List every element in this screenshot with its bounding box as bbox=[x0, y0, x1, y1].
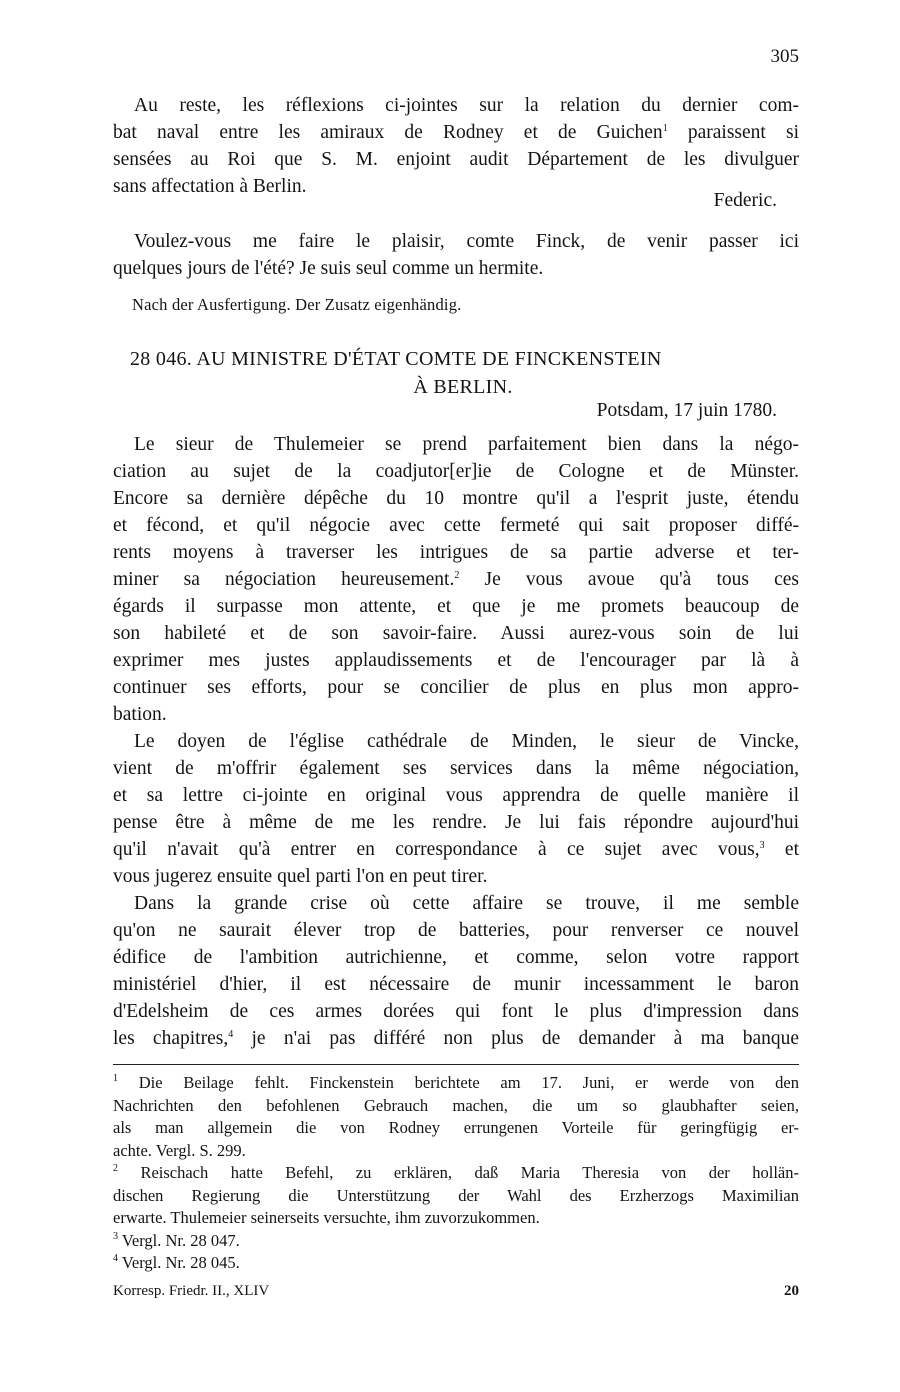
document-heading bbox=[113, 345, 799, 401]
footnote-line: Nachrichten den befohlenen Gebrauch machen, die um so glaubhafter seien, bbox=[113, 1095, 799, 1115]
text-line: et sa lettre ci-jointe en original vous apprendra de quelle manière il bbox=[113, 785, 799, 806]
text-line: Voulez-vous me faire le plaisir, comte Finck, de venir passer ici bbox=[134, 231, 799, 252]
text-line: les chapitres,$^4$ je n'ai pas différé non plus de demander à ma banque bbox=[113, 1028, 800, 1049]
footnote-ref[interactable]: 2 bbox=[454, 570, 460, 581]
footnote-marker: 2 bbox=[113, 1163, 118, 1174]
text-line: Le doyen de l'église cathédrale de Minden, le sieur de Vincke, bbox=[134, 731, 799, 752]
footnote-marker: 4 bbox=[113, 1253, 118, 1264]
text-line: qu'on ne saurait élever trop de batteries, pour renverser ce nouvel bbox=[113, 920, 799, 941]
text-line: ciation au sujet de la coadjutor[er]ie de Cologne et de Münster. bbox=[113, 461, 799, 482]
page-number: 305 bbox=[770, 46, 799, 67]
footnote-line: $^3$ Vergl. Nr. 28 047. bbox=[113, 1230, 240, 1250]
footnotes bbox=[113, 1072, 799, 1275]
text-line: Au reste, les réflexions ci-jointes sur la relation du dernier com- bbox=[134, 95, 799, 116]
footnote-ref[interactable]: 1 bbox=[662, 123, 668, 134]
text-line: d'Edelsheim de ces armes dorées qui font le plus d'impression dans bbox=[113, 1001, 799, 1022]
text-line: vient de m'offrir également ses services dans la même négociation, bbox=[113, 758, 799, 779]
text-line: ministériel d'hier, il est nécessaire de munir incessamment le baron bbox=[113, 974, 799, 995]
text-line: bat naval entre les amiraux de Rodney et de Guichen$^1$ paraissent si bbox=[113, 122, 799, 143]
text-line: qu'il n'avait qu'à entrer en correspondance à ce sujet avec vous,$^3$ et bbox=[113, 839, 799, 860]
text-line: égards il surpasse mon attente, et que je me promets beaucoup de bbox=[113, 596, 799, 617]
footnote-line: $^1$ Die Beilage fehlt. Finckenstein berichtete am 17. Juni, er werde von den bbox=[113, 1073, 799, 1092]
text-line: rents moyens à traverser les intrigues de sa partie adverse et ter- bbox=[113, 542, 799, 563]
heading-line: 28 046. AU MINISTRE D'ÉTAT COMTE DE FINCKENSTEIN bbox=[130, 348, 662, 370]
footnote-line: erwarte. Thulemeier seinerseits versuchte, ihm zuvorzukommen. bbox=[113, 1208, 540, 1227]
text-line: et fécond, et qu'il négocie avec cette fermeté qui sait proposer diffé- bbox=[113, 515, 799, 536]
footer-volume: Korresp. Friedr. II., XLIV bbox=[113, 1283, 270, 1299]
text-line: Le sieur de Thulemeier se prend parfaitement bien dans la négo- bbox=[134, 434, 799, 455]
footnote-line: $^4$ Vergl. Nr. 28 045. bbox=[113, 1253, 240, 1272]
text-line: pense être à même de me les rendre. Je lui fais répondre aujourd'hui bbox=[113, 812, 799, 833]
text-line: quelques jours de l'été? Je suis seul comme un hermite. bbox=[113, 258, 544, 279]
footnote-line: $^2$ Reischach hatte Befehl, zu erklären, daß Maria Theresia von der hollän- bbox=[113, 1163, 799, 1182]
signature: Federic. bbox=[713, 190, 777, 211]
text-line: vous jugerez ensuite quel parti l'on en peut tirer. bbox=[113, 866, 488, 887]
text-line: miner sa négociation heureusement.$^2$ Je vous avoue qu'à tous ces bbox=[113, 569, 800, 590]
footnote-line: achte. Vergl. S. 299. bbox=[113, 1140, 246, 1160]
footer-signature-mark: 20 bbox=[784, 1283, 799, 1299]
footnote-divider bbox=[113, 1064, 799, 1065]
document-number: 28 046. bbox=[130, 348, 193, 370]
footnote-marker: 1 bbox=[113, 1073, 118, 1084]
heading-line: À BERLIN. bbox=[413, 376, 513, 398]
text-line: bation. bbox=[113, 704, 167, 725]
opening-paragraph bbox=[113, 92, 799, 200]
text-line: édifice de l'ambition autrichienne, et comme, selon votre rapport bbox=[113, 947, 799, 968]
text-line: sensées au Roi que S. M. enjoint audit Département de les divulguer bbox=[113, 149, 799, 170]
postscript bbox=[113, 228, 799, 282]
text-line: continuer ses efforts, pour se concilier de plus en plus mon appro- bbox=[113, 677, 799, 698]
text-line: Dans la grande crise où cette affaire se trouve, il me semble bbox=[134, 893, 799, 914]
footnote-line: als man allgemein die von Rodney errungenen Vorteile für geringfügig er- bbox=[113, 1118, 799, 1137]
footnote-ref[interactable]: 4 bbox=[228, 1029, 234, 1040]
letter-body bbox=[113, 431, 799, 1052]
text-line: Encore sa dernière dépêche du 10 montre qu'il a l'esprit juste, étendu bbox=[113, 488, 799, 509]
text-line: son habileté et de son savoir-faire. Aussi aurez-vous soin de lui bbox=[113, 623, 799, 644]
footnote-marker: 3 bbox=[113, 1230, 118, 1242]
text-line: exprimer mes justes applaudissements et de l'encourager par là à bbox=[113, 650, 799, 671]
document-page bbox=[113, 0, 799, 1392]
footnote-line: dischen Regierung die Unterstützung der Wahl des Erzherzogs Maximilian bbox=[113, 1185, 799, 1205]
text-line: sans affectation à Berlin. bbox=[113, 176, 307, 197]
source-note: Nach der Ausfertigung. Der Zusatz eigenhändig. bbox=[132, 295, 462, 314]
place-date: Potsdam, 17 juin 1780. bbox=[596, 400, 777, 421]
footnote-ref[interactable]: 3 bbox=[759, 840, 765, 851]
